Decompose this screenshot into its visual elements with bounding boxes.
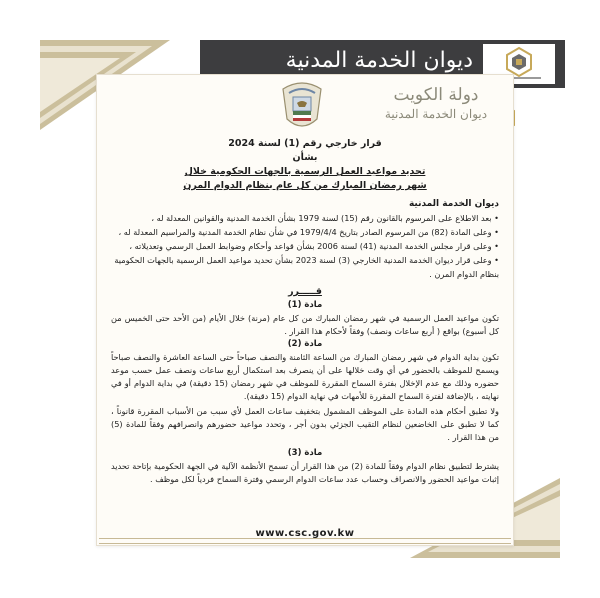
decision-title-subject: تحديد مواعيد العمل الرسمية بالجهات الحكومية خلال	[184, 166, 426, 177]
decision-document	[96, 74, 514, 546]
article-1-text: تكون مواعيد العمل الرسمية في شهر رمضان المبارك من كل عام (مرنة) خلال الأيام (من الأحد حتى الخميس من كل أسبوع) بواقع ( أربع ساعات ونصف) وفقاً لأحكام هذا القرار .	[111, 313, 499, 336]
preamble-item: • وعلى قرار مجلس الخدمة المدنية (41) لسنة 2006 بشأن قواعد وأحكام وضوابط العمل الرسمي وتعديلاته ،	[111, 239, 499, 253]
decided-heading: قـــــرر	[288, 286, 322, 297]
preamble-item: • بعد الاطلاع على المرسوم بالقانون رقم (15) لسنة 1979 بشأن الخدمة المدنية والقوانين المعدلة له ،	[111, 211, 499, 225]
kuwait-calligraphy-logo: دولة الكويت ديوان الخدمة المدنية	[384, 85, 488, 121]
article-3-text: يشترط لتطبيق نظام الدوام وفقاً للمادة (2) من هذا القرار أن تسمح الأنظمة الآلية في الجهة الحكومية بإتاحة تحديد إثبات مواعيد الحضور والانصراف وحساب عدد ساعات الدوام الرسمي وفترة السماح فردياً لكل موظف .	[111, 461, 499, 484]
decision-title-subject: بشأن	[292, 152, 318, 163]
footer-divider	[99, 538, 511, 544]
article-3-title: مادة (3)	[287, 448, 323, 458]
preamble-item: • وعلى قرار ديوان الخدمة المدنية الخارجي (3) لسنة 2023 بشأن تحديد مواعيد العمل الرسمية بالجهات الحكومية بنظام الدوام المرن .	[111, 253, 499, 281]
article-2-text: تكون بداية الدوام في شهر رمضان المبارك من الساعة الثامنة والنصف صباحاً حتى الساعة العاشرة والنصف صباحاً ويسمح للموظف بالحضور في أي وقت خلالها على أن ينصرف بعد استكمال أربع ساعات ونصف عمل حسب موعد حضوره وذلك مع عدم الإخلال بفترة السماح المقررة للموظف في شهر رمضان (15 دقيقة) في بداية الدوام أو في نهايته ، بالإضافة لفترة السماح المقررة للأمهات في نهاية الدوام (15 دقيقة).	[111, 352, 499, 401]
decision-title-subject: شهر رمضان المبارك من كل عام بنظام الدوام المرن	[183, 180, 427, 191]
page-title: ديوان الخدمة المدنية	[285, 48, 473, 73]
article-2-text: ولا تطبق أحكام هذه المادة على الموظف المشمول بتخفيف ساعات العمل لأي سبب من الأسباب المقررة قانوناً ، كما لا تطبق على الخاضعين لنظام التقيب الجزئي بدون أجر ، وتحدد مواعيد حضورهم وانصرافهم وفقاً للمادة (5) من هذا القرار .	[111, 406, 499, 442]
kuwait-emblem-icon	[277, 79, 327, 135]
document-body	[111, 137, 499, 486]
preamble-item: • وعلى المادة (82) من المرسوم الصادر بتاريخ 1979/4/4 في شأن نظام الخدمة المدنية والمراسيم المعدلة له ،	[111, 225, 499, 239]
article-2-title: مادة (2)	[287, 339, 323, 349]
decision-title: قرار خارجي رقم (1) لسنة 2024	[228, 138, 382, 149]
issuing-authority: ديوان الخدمة المدنية	[408, 199, 499, 209]
website-url[interactable]: www.csc.gov.kw	[255, 528, 355, 539]
article-1-title: مادة (1)	[287, 300, 323, 310]
